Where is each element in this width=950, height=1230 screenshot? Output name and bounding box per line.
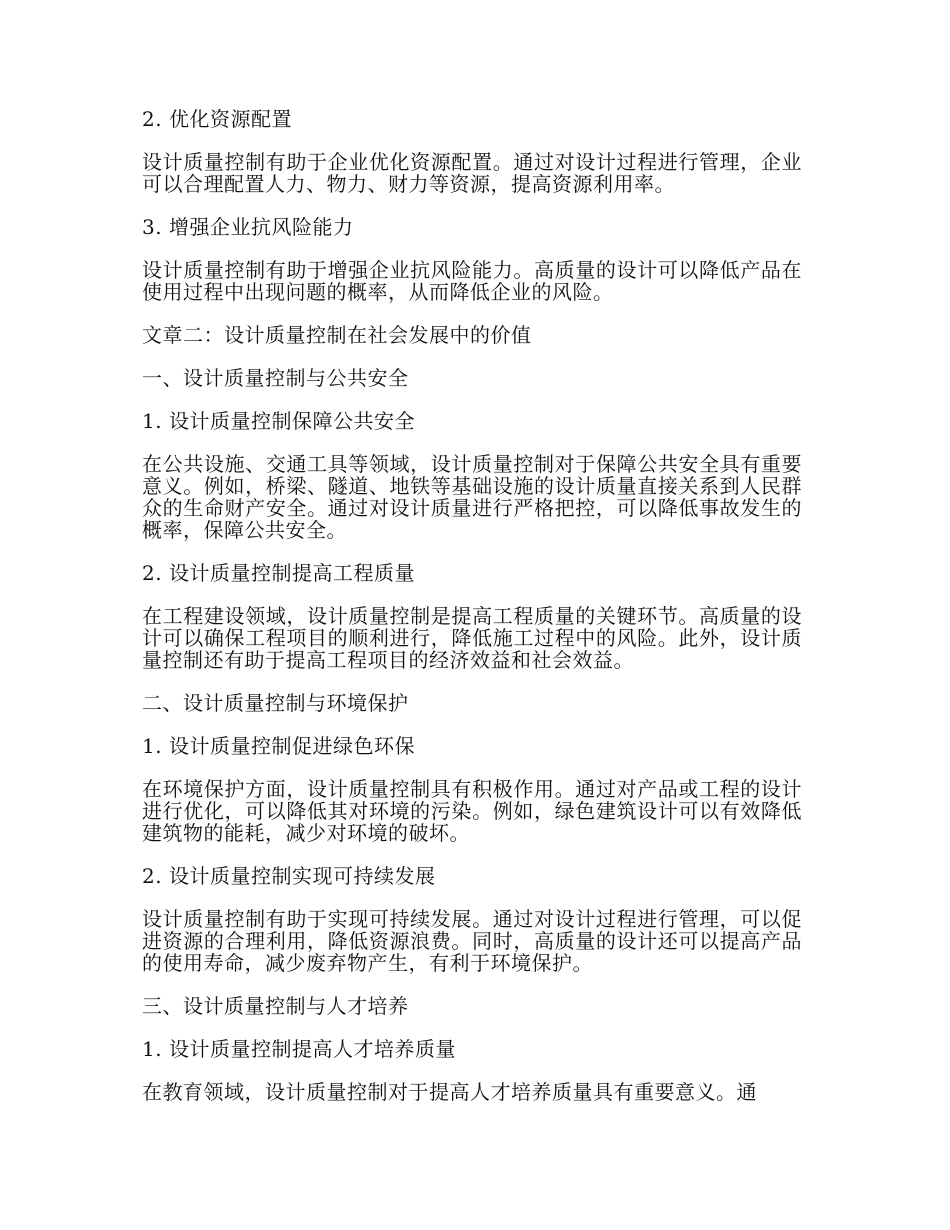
body-paragraph: 在环境保护方面，设计质量控制具有积极作用。通过对产品或工程的设计进行优化，可以降低其对环境的污染。例如，绿色建筑设计可以有效降低建筑物的能耗，减少对环境的破坏。 — [142, 777, 802, 845]
section-heading: 3. 增强企业抗风险能力 — [142, 215, 354, 239]
section-heading: 1. 设计质量控制提高人才培养质量 — [142, 1037, 456, 1061]
body-paragraph: 在工程建设领域，设计质量控制是提高工程质量的关键环节。高质量的设计可以确保工程项目的顺利进行，降低施工过程中的风险。此外，设计质量控制还有助于提高工程项目的经济效益和社会效益。 — [142, 604, 802, 672]
chapter-heading: 三、设计质量控制与人才培养 — [142, 994, 409, 1018]
chapter-heading: 一、设计质量控制与公共安全 — [142, 366, 409, 390]
article-title: 文章二：设计质量控制在社会发展中的价值 — [142, 323, 532, 347]
body-paragraph: 设计质量控制有助于实现可持续发展。通过对设计过程进行管理，可以促进资源的合理利用，降低资源浪费。同时，高质量的设计还可以提高产品的使用寿命，减少废弃物产生，有利于环境保护。 — [142, 907, 802, 975]
section-heading: 1. 设计质量控制促进绿色环保 — [142, 734, 415, 758]
document-body — [142, 108, 802, 1124]
section-heading: 1. 设计质量控制保障公共安全 — [142, 409, 415, 433]
section-heading: 2. 设计质量控制提高工程质量 — [142, 561, 415, 585]
body-paragraph: 设计质量控制有助于企业优化资源配置。通过对设计过程进行管理，企业可以合理配置人力、物力、财力等资源，提高资源利用率。 — [142, 150, 802, 196]
section-heading: 2. 设计质量控制实现可持续发展 — [142, 864, 436, 888]
section-heading: 2. 优化资源配置 — [142, 107, 292, 131]
chapter-heading: 二、设计质量控制与环境保护 — [142, 691, 409, 715]
body-paragraph: 设计质量控制有助于增强企业抗风险能力。高质量的设计可以降低产品在使用过程中出现问题的概率，从而降低企业的风险。 — [142, 258, 802, 304]
body-paragraph: 在教育领域，设计质量控制对于提高人才培养质量具有重要意义。通 — [142, 1080, 757, 1104]
body-paragraph: 在公共设施、交通工具等领域，设计质量控制对于保障公共安全具有重要意义。例如，桥梁、隧道、地铁等基础设施的设计质量直接关系到人民群众的生命财产安全。通过对设计质量进行严格把控，可以降低事故发生的概率，保障公共安全。 — [142, 452, 802, 542]
